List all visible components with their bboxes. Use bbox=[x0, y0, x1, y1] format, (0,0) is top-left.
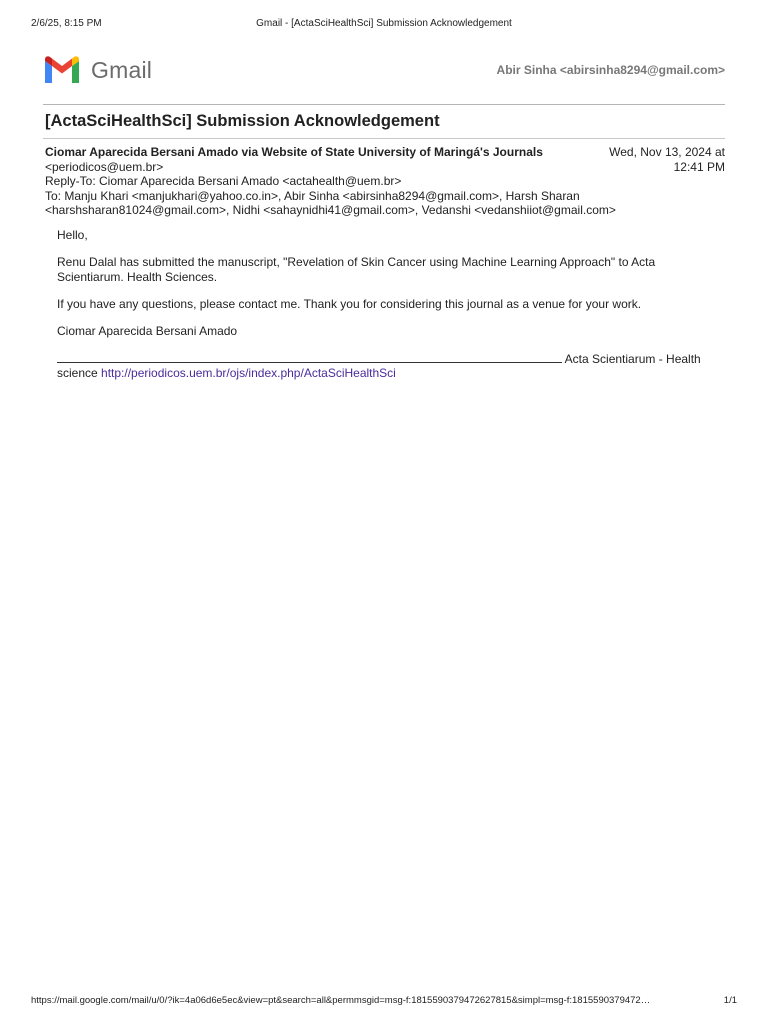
print-footer bbox=[31, 995, 737, 1009]
subject-divider bbox=[43, 138, 725, 139]
journal-name-part-2: science bbox=[57, 366, 98, 380]
reply-to: Reply-To: Ciomar Aparecida Bersani Amado <actahealth@uem.br> bbox=[45, 174, 402, 188]
account-label: Abir Sinha <abirsinha8294@gmail.com> bbox=[496, 63, 725, 77]
to-line-1: To: Manju Khari <manjukhari@yahoo.co.in>, Abir Sinha <abirsinha8294@gmail.com>, Harsh Sharan bbox=[45, 188, 580, 203]
body-paragraph-1: Renu Dalal has submitted the manuscript, "Revelation of Skin Cancer using Machine Learning Approach" to Acta Scientiarum. Health Sciences. bbox=[57, 255, 656, 284]
print-date: 2/6/25, 8:15 PM bbox=[31, 18, 102, 29]
page-number: 1/1 bbox=[723, 995, 737, 1006]
sender-name: Ciomar Aparecida Bersani Amado via Website of State University of Maringá's Journals bbox=[45, 145, 543, 159]
gmail-logo[interactable] bbox=[43, 55, 152, 85]
date-line-1: Wed, Nov 13, 2024 at bbox=[609, 145, 725, 159]
journal-link[interactable]: http://periodicos.uem.br/ojs/index.php/ActaSciHealthSci bbox=[101, 366, 396, 380]
gmail-m-icon bbox=[43, 56, 81, 84]
print-header bbox=[31, 18, 737, 32]
journal-name-part-1: Acta Scientiarum - Health bbox=[564, 351, 701, 366]
message-body bbox=[57, 228, 717, 381]
gmail-wordmark: Gmail bbox=[91, 56, 153, 83]
email-subject: [ActaSciHealthSci] Submission Acknowledgement bbox=[45, 112, 440, 130]
greeting: Hello, bbox=[57, 228, 88, 242]
signature-rule bbox=[57, 351, 562, 363]
sender-email: <periodicos@uem.br> bbox=[45, 159, 164, 174]
message-header bbox=[45, 145, 725, 218]
body-paragraph-2: If you have any questions, please contact me. Thank you for considering this journal as a venue for your work. bbox=[57, 296, 642, 311]
footer-url: https://mail.google.com/mail/u/0/?ik=4a06d6e5ec&view=pt&search=all&permmsgid=msg-f:1815590379472627815&simpl=msg-f:1815590379472… bbox=[31, 995, 651, 1006]
signature-name: Ciomar Aparecida Bersani Amado bbox=[57, 323, 238, 338]
journal-signature bbox=[57, 351, 717, 381]
date-line-2: 12:41 PM bbox=[673, 159, 725, 174]
sender-row bbox=[45, 145, 725, 174]
message-date bbox=[585, 145, 725, 174]
print-title: Gmail - [ActaSciHealthSci] Submission Acknowledgement bbox=[256, 18, 512, 29]
header-divider bbox=[43, 104, 725, 105]
to-line-2: <harshsharan81024@gmail.com>, Nidhi <sahaynidhi41@gmail.com>, Vedanshi <vedanshiiot@gmail.com> bbox=[45, 203, 616, 217]
